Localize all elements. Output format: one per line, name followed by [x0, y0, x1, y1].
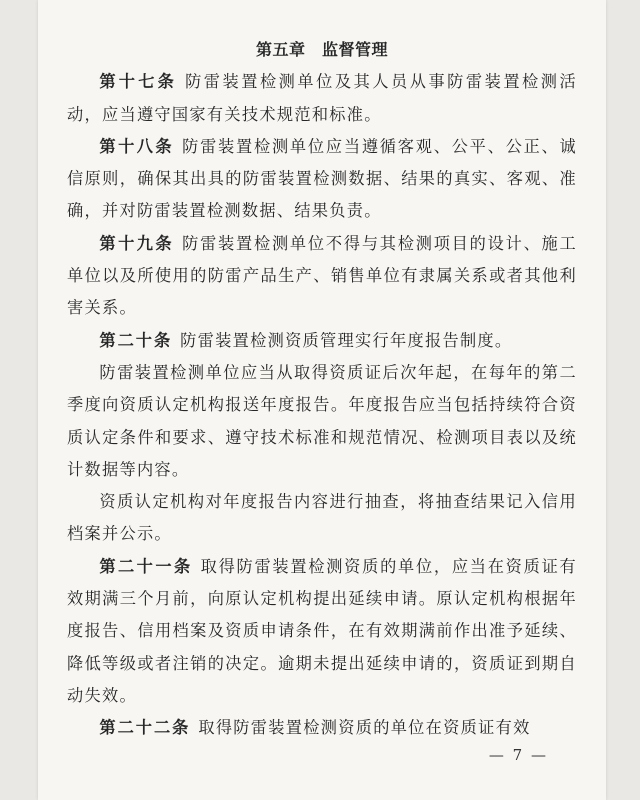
paragraph-text: 防雷装置检测单位应当从取得资质证后次年起，在每年的第二季度向资质认定机构报送年度报告。年度报告应当包括持续符合资质认定条件和要求、遵守技术标准和规范情况、检测项目表以及统计数据等内容。 [67, 362, 577, 479]
article-text: 防雷装置检测资质管理实行年度报告制度。 [180, 330, 513, 350]
paragraph-article-22 [67, 712, 577, 744]
article-number: 第十七条 [99, 72, 178, 92]
article-text: 取得防雷装置检测资质的单位，应当在资质证有效期满三个月前，向原认定机构提出延续申请。原认定机构根据年度报告、信用档案及资质申请条件，在有效期满前作出准予延续、降低等级或者注销的决定。逾期未提出延续申请的，资质证到期自动失效。 [67, 556, 577, 705]
document-page [38, 0, 606, 800]
article-number: 第十八条 [99, 136, 175, 156]
article-number: 第二十二条 [99, 718, 191, 738]
paragraph-spot-check [67, 486, 577, 551]
paragraph-article-19 [67, 228, 577, 325]
paragraph-annual-report [67, 357, 577, 486]
paragraph-article-20 [67, 325, 577, 357]
paragraph-article-17 [67, 66, 577, 131]
page-number: — 7 — [488, 746, 548, 764]
article-number: 第二十一条 [99, 556, 193, 576]
article-text: 取得防雷装置检测资质的单位在资质证有效 [198, 718, 531, 738]
paragraph-article-21 [67, 551, 577, 712]
article-text: 防雷装置检测单位及其人员从事防雷装置检测活动，应当遵守国家有关技术规范和标准。 [67, 72, 577, 124]
article-number: 第十九条 [99, 233, 175, 253]
article-text: 防雷装置检测单位应当遵循客观、公平、公正、诚信原则，确保其出具的防雷装置检测数据、结果的真实、客观、准确，并对防雷装置检测数据、结果负责。 [67, 136, 578, 221]
chapter-title: 第五章 监督管理 [255, 40, 388, 59]
document-content [67, 34, 577, 745]
article-number: 第二十条 [99, 330, 173, 350]
article-text: 防雷装置检测单位不得与其检测项目的设计、施工单位以及所使用的防雷产品生产、销售单位有隶属关系或者其他利害关系。 [67, 233, 578, 318]
paragraph-text: 资质认定机构对年度报告内容进行抽查，将抽查结果记入信用档案并公示。 [67, 492, 577, 544]
paragraph-article-18 [67, 131, 577, 228]
